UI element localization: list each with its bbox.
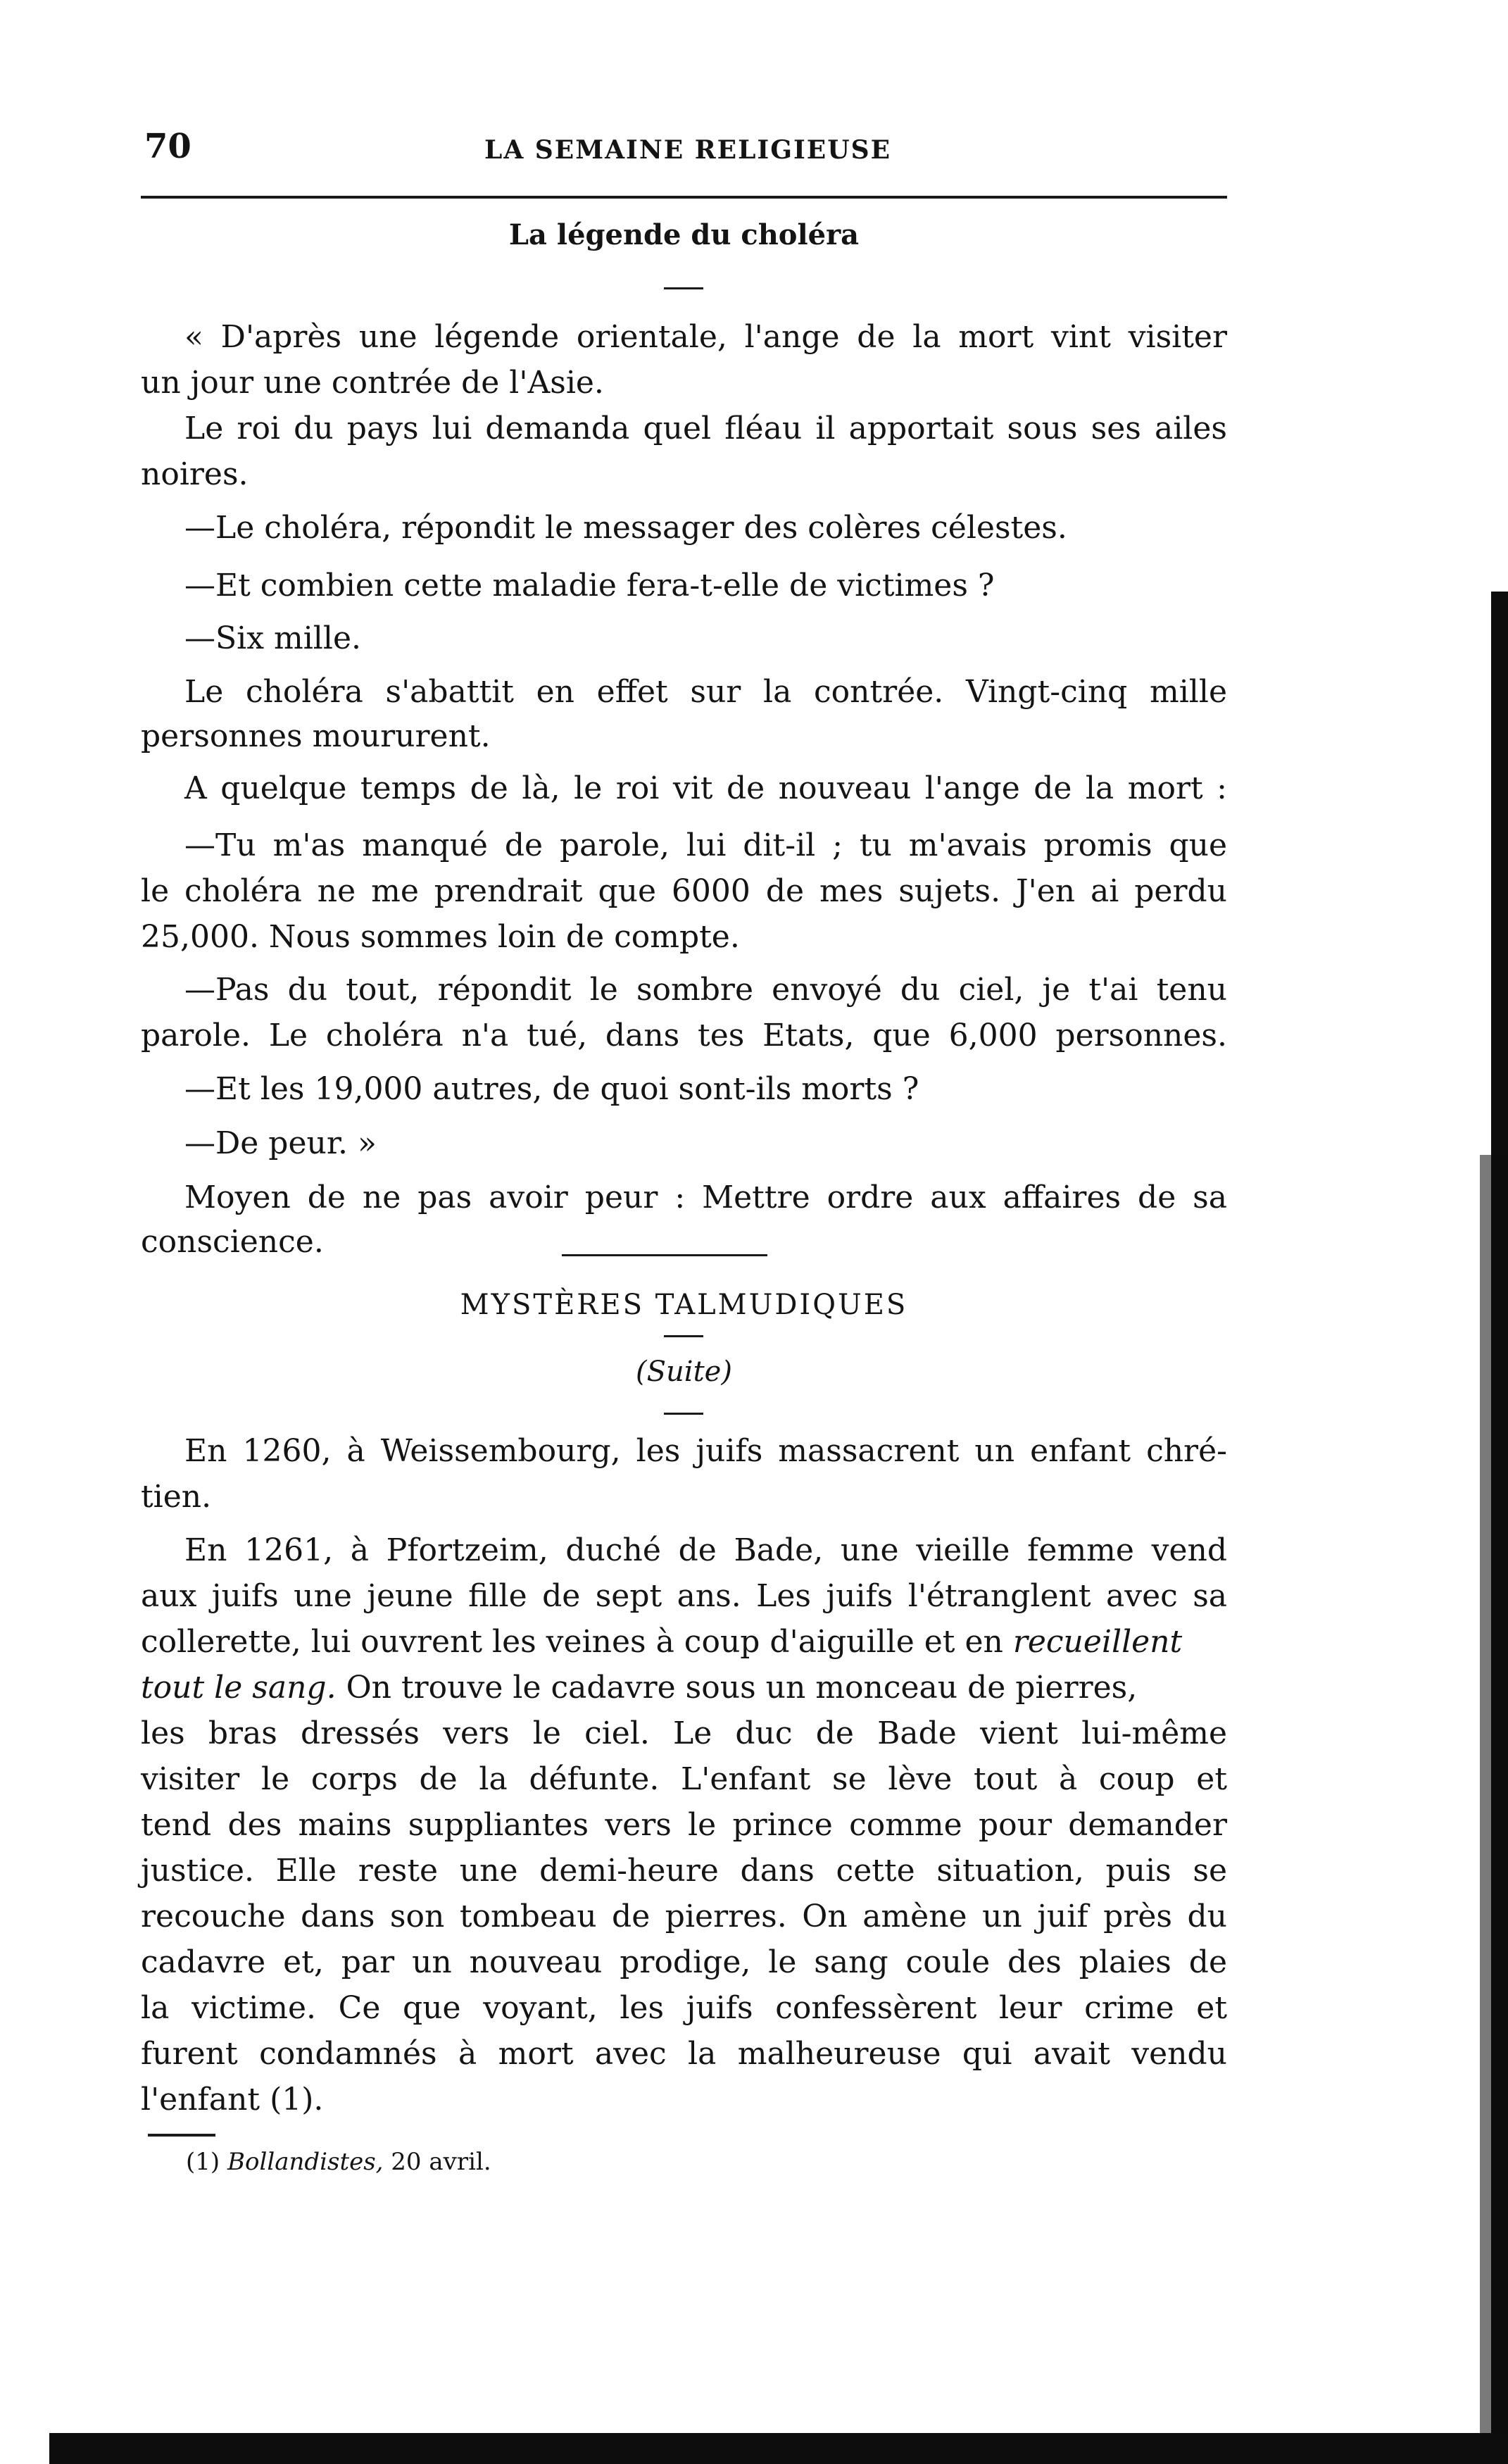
text-line: tien. — [141, 1479, 212, 1515]
text-line: personnes moururent. — [141, 718, 491, 754]
subtitle-dash — [664, 1413, 703, 1415]
text-line: visiter le corps de la défunte. L'enfant se lève tout à coup et — [141, 1761, 1227, 1797]
text-line: —Et les 19,000 autres, de quoi sont-ils morts ? — [184, 1071, 919, 1107]
text-line: Moyen de ne pas avoir peur : Mettre ordre aux affaires de sa — [184, 1180, 1227, 1215]
section-subtitle: (Suite) — [636, 1356, 732, 1388]
text-line: Le roi du pays lui demanda quel fléau il apportait sous ses ailes — [184, 411, 1227, 446]
text-run: collerette, lui ouvrent les veines à coup d'aiguille et en — [141, 1624, 1003, 1660]
footnote-source: Bollandistes, — [227, 2148, 384, 2176]
text-line: En 1261, à Pfortzeim, duché de Bade, une vieille femme vend — [184, 1532, 1227, 1568]
text-run: On trouve le cadavre sous un monceau de pierres, — [336, 1670, 1138, 1706]
text-line: —Et combien cette maladie fera-t-elle de victimes ? — [184, 568, 995, 604]
text-line: —Tu m'as manqué de parole, lui dit-il ; tu m'avais promis que — [184, 827, 1227, 863]
text-line: « D'après une légende orientale, l'ange de la mort vint visiter — [184, 319, 1227, 355]
text-line: recouche dans son tombeau de pierres. On amène un juif près du — [141, 1899, 1227, 1934]
text-line: —De peur. » — [184, 1125, 377, 1161]
legend-title: La légende du choléra — [508, 218, 860, 251]
text-line: l'enfant (1). — [141, 2082, 324, 2118]
text-line: Le choléra s'abattit en effet sur la contrée. Vingt-cinq mille — [184, 674, 1227, 710]
italic-phrase: tout le sang. — [141, 1670, 337, 1706]
scan-edge-right-inner — [1480, 1155, 1508, 2464]
running-title: LA SEMAINE RELIGIEUSE — [484, 135, 892, 165]
text-line: tend des mains suppliantes vers le prince comme pour demander — [141, 1807, 1227, 1843]
text-line: parole. Le choléra n'a tué, dans tes Etats, que 6,000 personnes. — [141, 1018, 1227, 1053]
scan-edge-bottom — [49, 2433, 1508, 2464]
text-line: conscience. — [141, 1224, 324, 1260]
text-line: cadavre et, par un nouveau prodige, le sang coule des plaies de — [141, 1944, 1227, 1980]
footnote-marker: (1) — [186, 2148, 220, 2176]
text-line: la victime. Ce que voyant, les juifs confessèrent leur crime et — [141, 1990, 1227, 2026]
text-line: noires. — [141, 456, 249, 492]
text-line: —Pas du tout, répondit le sombre envoyé du ciel, je t'ai tenu — [184, 972, 1227, 1008]
text-line: A quelque temps de là, le roi vit de nouveau l'ange de la mort : — [184, 770, 1227, 806]
section-separator — [562, 1254, 767, 1256]
footnote-date: 20 avril. — [391, 2148, 491, 2176]
section-title: MYSTÈRES TALMUDIQUES — [460, 1289, 908, 1321]
text-line: —Le choléra, répondit le messager des colères célestes. — [184, 510, 1067, 546]
text-line: —Six mille. — [184, 620, 361, 656]
header-rule — [141, 196, 1227, 199]
text-line: le choléra ne me prendrait que 6000 de mes sujets. J'en ai perdu — [141, 873, 1227, 909]
page-number: 70 — [144, 127, 191, 166]
italic-phrase: recueillent — [1012, 1624, 1183, 1660]
text-line: justice. Elle reste une demi-heure dans cette situation, puis se — [141, 1853, 1227, 1889]
text-line: les bras dressés vers le ciel. Le duc de Bade vient lui-même — [141, 1715, 1227, 1751]
text-line: 25,000. Nous sommes loin de compte. — [141, 919, 740, 955]
footnote-rule — [148, 2134, 215, 2137]
footnote — [186, 2148, 491, 2176]
text-line — [141, 1667, 1227, 1709]
text-line: un jour une contrée de l'Asie. — [141, 365, 604, 401]
text-line: aux juifs une jeune fille de sept ans. Les juifs l'étranglent avec sa — [141, 1578, 1227, 1614]
section-dash — [664, 1335, 703, 1337]
text-line: furent condamnés à mort avec la malheureuse qui avait vendu — [141, 2036, 1227, 2072]
text-line — [141, 1621, 1227, 1663]
text-line: En 1260, à Weissembourg, les juifs massacrent un enfant chré- — [184, 1433, 1227, 1469]
title-dash — [664, 287, 703, 289]
